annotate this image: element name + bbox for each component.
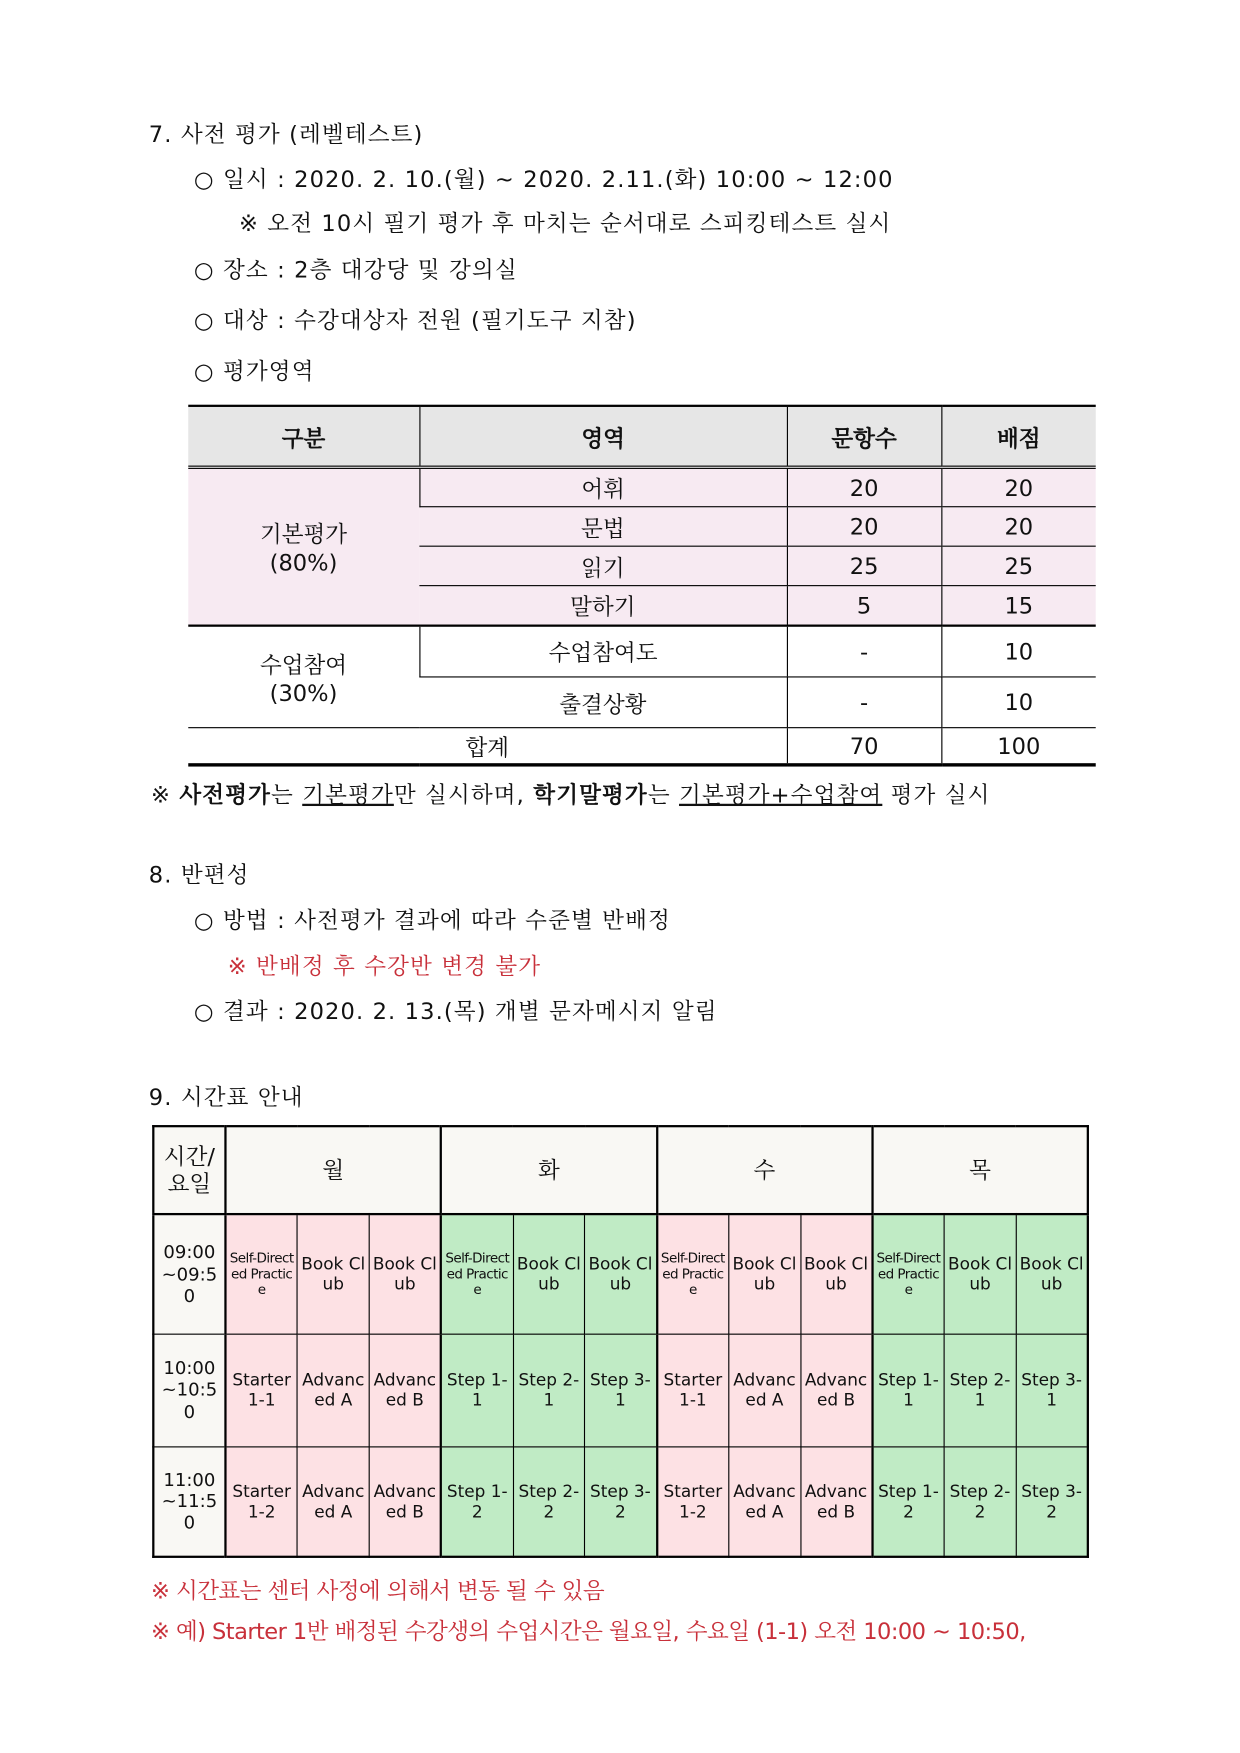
class-cell: Step 1-1 [872, 1334, 944, 1447]
score-cell: 20 [941, 467, 1095, 506]
count-cell: - [787, 625, 941, 677]
class-cell: Starter 1-1 [657, 1334, 729, 1447]
group-basic [188, 467, 419, 625]
class-cell: Book Club [729, 1214, 801, 1333]
area-cell: 말하기 [419, 586, 786, 625]
time-cell: 10:00~10:50 [153, 1334, 225, 1447]
count-cell: 25 [787, 546, 941, 585]
group-participation [188, 625, 419, 728]
note-mark: ※ [151, 781, 172, 809]
class-cell: Advanced A [729, 1446, 801, 1556]
class-cell: Self-Directed Practice [872, 1214, 944, 1333]
class-method: ○ 방법 : 사전평가 결과에 따라 수준별 반배정 [193, 906, 671, 934]
score-cell: 10 [941, 625, 1095, 677]
class-result: ○ 결과 : 2020. 2. 13.(목) 개별 문자메시지 알림 [193, 997, 718, 1025]
test-area: ○ 평가영역 [193, 357, 315, 385]
underlined-text: 기본평가+수업참여 [679, 781, 883, 809]
class-cell: Self-Directed Practice [225, 1214, 297, 1333]
day-mon: 월 [225, 1126, 441, 1214]
evaluation-table [188, 405, 1095, 767]
group-pct: (80%) [269, 549, 338, 577]
class-cell: Step 2-2 [944, 1446, 1016, 1556]
class-cell: Step 2-1 [944, 1334, 1016, 1447]
bold-text: 사전평가 [179, 781, 272, 809]
count-cell: 20 [787, 467, 941, 506]
class-cell: Advanced B [800, 1446, 872, 1556]
header-area: 영역 [419, 406, 786, 467]
group-pct: (30%) [269, 679, 338, 707]
score-cell: 10 [941, 677, 1095, 728]
text: 평가 실시 [882, 781, 991, 809]
text: 는 [271, 781, 303, 809]
class-cell: Step 3-2 [585, 1446, 657, 1556]
day-tue: 화 [441, 1126, 657, 1214]
class-cell: Advanced B [800, 1334, 872, 1447]
timetable-note-2: ※ 예) Starter 1반 배정된 수강생의 수업시간은 월요일, 수요일 (1-1) 오전 10:00 ~ 10:50, [151, 1617, 1026, 1645]
class-cell: Starter 1-2 [657, 1446, 729, 1556]
area-cell: 문법 [419, 507, 786, 546]
section7-title: 7. 사전 평가 (레벨테스트) [148, 120, 424, 148]
class-cell: Book Club [369, 1214, 441, 1333]
underlined-text: 기본평가 [302, 781, 394, 809]
table-row [188, 467, 1095, 506]
timetable-row [153, 1214, 1088, 1333]
bold-text: 학기말평가 [533, 781, 648, 809]
test-target: ○ 대상 : 수강대상자 전원 (필기도구 지참) [193, 306, 637, 334]
class-cell: Advanced B [369, 1334, 441, 1447]
time-cell: 09:00~09:50 [153, 1214, 225, 1333]
class-cell: Advanced A [297, 1334, 369, 1447]
class-cell: Step 2-2 [513, 1446, 585, 1556]
section9-title: 9. 시간표 안내 [148, 1083, 304, 1111]
score-cell: 25 [941, 546, 1095, 585]
group-label: 기본평가 [259, 521, 348, 549]
count-cell: 20 [787, 507, 941, 546]
time-cell: 11:00~11:50 [153, 1446, 225, 1556]
class-cell: Book Club [800, 1214, 872, 1333]
day-thu: 목 [872, 1126, 1088, 1214]
class-warning: ※ 반배정 후 수강반 변경 불가 [227, 952, 542, 980]
test-place: ○ 장소 : 2층 대강당 및 강의실 [193, 255, 518, 283]
class-cell: Step 1-2 [441, 1446, 513, 1556]
timetable [152, 1125, 1089, 1558]
class-cell: Step 1-2 [872, 1446, 944, 1556]
table-row [188, 625, 1095, 677]
class-cell: Book Club [297, 1214, 369, 1333]
corner-cell: 시간/요일 [153, 1126, 225, 1214]
eval-footnote [151, 777, 990, 810]
class-cell: Self-Directed Practice [441, 1214, 513, 1333]
total-score: 100 [941, 728, 1095, 765]
header-count: 문항수 [787, 406, 941, 467]
test-date: ○ 일시 : 2020. 2. 10.(월) ~ 2020. 2.11.(화) 10:00 ~ 12:00 [193, 165, 894, 193]
class-cell: Step 2-1 [513, 1334, 585, 1447]
text: 만 실시하며, [393, 781, 534, 809]
eval-header-row [188, 406, 1095, 467]
area-cell: 어휘 [419, 467, 786, 506]
class-cell: Step 3-1 [1016, 1334, 1088, 1447]
class-cell: Step 3-1 [585, 1334, 657, 1447]
class-cell: Advanced A [729, 1334, 801, 1447]
class-cell: Starter 1-2 [225, 1446, 297, 1556]
area-cell: 읽기 [419, 546, 786, 585]
area-cell: 수업참여도 [419, 625, 786, 677]
class-cell: Book Club [1016, 1214, 1088, 1333]
total-label: 합계 [188, 728, 787, 765]
text: 는 [647, 781, 680, 809]
count-cell: - [787, 677, 941, 728]
timetable-header-row [153, 1126, 1088, 1214]
total-count: 70 [787, 728, 941, 765]
total-row [188, 728, 1095, 765]
class-cell: Advanced A [297, 1446, 369, 1556]
timetable-note-1: ※ 시간표는 센터 사정에 의해서 변동 될 수 있음 [151, 1577, 605, 1605]
test-note: ※ 오전 10시 필기 평가 후 마치는 순서대로 스피킹테스트 실시 [238, 209, 892, 237]
class-cell: Step 3-2 [1016, 1446, 1088, 1556]
class-cell: Book Club [944, 1214, 1016, 1333]
class-cell: Self-Directed Practice [657, 1214, 729, 1333]
count-cell: 5 [787, 586, 941, 625]
header-category: 구분 [188, 406, 419, 467]
timetable-row [153, 1334, 1088, 1447]
group-label: 수업참여 [259, 651, 348, 679]
class-cell: Book Club [513, 1214, 585, 1333]
section8-title: 8. 반편성 [148, 861, 250, 889]
score-cell: 15 [941, 586, 1095, 625]
area-cell: 출결상황 [419, 677, 786, 728]
class-cell: Step 1-1 [441, 1334, 513, 1447]
timetable-row [153, 1446, 1088, 1556]
day-wed: 수 [657, 1126, 873, 1214]
header-score: 배점 [941, 406, 1095, 467]
class-cell: Starter 1-1 [225, 1334, 297, 1447]
class-cell: Advanced B [369, 1446, 441, 1556]
class-cell: Book Club [585, 1214, 657, 1333]
score-cell: 20 [941, 507, 1095, 546]
